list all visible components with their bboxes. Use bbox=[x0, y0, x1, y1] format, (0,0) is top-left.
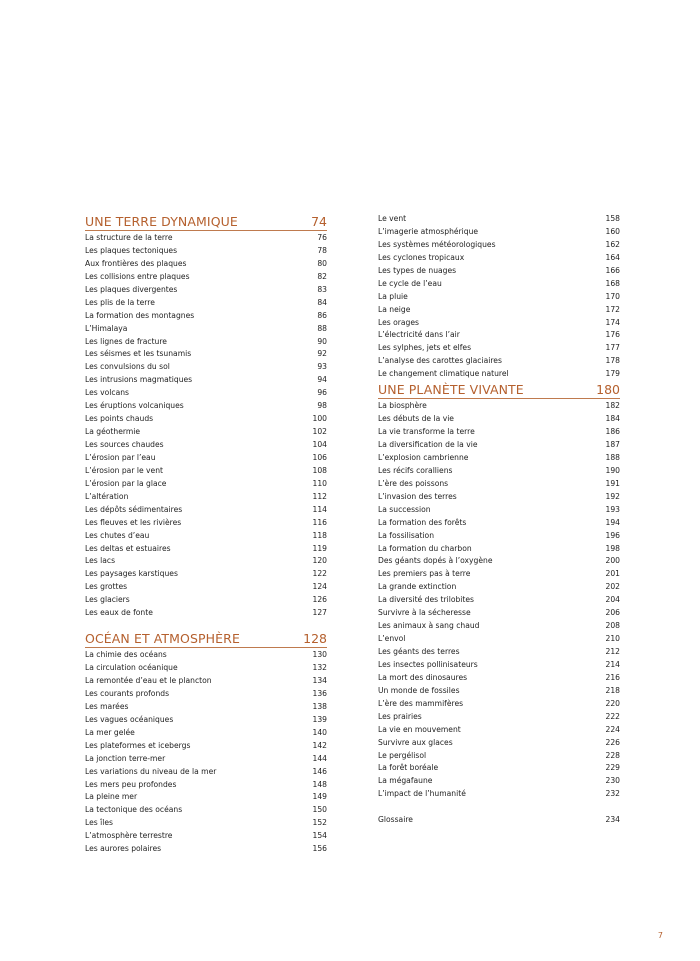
toc-entry[interactable] bbox=[378, 530, 620, 543]
toc-section-planete-vivante bbox=[378, 381, 620, 801]
toc-entry-glossary[interactable] bbox=[378, 814, 620, 827]
entry-label: Les glaciers bbox=[85, 595, 130, 605]
toc-entry[interactable] bbox=[378, 646, 620, 659]
toc-section-ocean-atmosphere bbox=[85, 630, 327, 856]
entry-label: Les éruptions volcaniques bbox=[85, 401, 184, 411]
toc-entry[interactable] bbox=[378, 659, 620, 672]
entry-page: 120 bbox=[312, 556, 327, 566]
toc-entry[interactable] bbox=[85, 543, 327, 556]
entry-page: 160 bbox=[605, 226, 620, 236]
entry-label: Les volcans bbox=[85, 388, 129, 398]
toc-entry[interactable] bbox=[378, 594, 620, 607]
entry-page: 176 bbox=[605, 330, 620, 340]
toc-entry[interactable] bbox=[378, 711, 620, 724]
entry-page: 212 bbox=[605, 647, 620, 656]
section-page: 74 bbox=[311, 214, 327, 229]
toc-entry[interactable] bbox=[85, 310, 327, 323]
entry-page: 218 bbox=[605, 685, 620, 695]
entry-label: La mort des dinosaures bbox=[378, 672, 468, 682]
entry-page: 90 bbox=[317, 336, 327, 346]
toc-entry[interactable] bbox=[85, 374, 327, 387]
entry-page: 108 bbox=[312, 465, 327, 475]
entry-page: 80 bbox=[317, 258, 327, 268]
entry-label: Des géants dopés à l’oxygène bbox=[378, 556, 493, 566]
entry-page: 220 bbox=[605, 698, 620, 708]
entry-page: 134 bbox=[312, 676, 327, 685]
toc-entry[interactable] bbox=[85, 400, 327, 413]
toc-entry[interactable] bbox=[85, 555, 327, 568]
entry-page: 82 bbox=[317, 271, 327, 281]
toc-entry-list bbox=[378, 400, 620, 801]
entry-label: Les eaux de fonte bbox=[85, 608, 153, 618]
entry-label: Le changement climatique naturel bbox=[378, 369, 509, 379]
entry-page: 210 bbox=[605, 634, 620, 644]
entry-label: Les orages bbox=[378, 317, 420, 327]
toc-entry[interactable] bbox=[378, 504, 620, 517]
entry-label: Un monde de fossiles bbox=[378, 685, 460, 695]
entry-label: L’altération bbox=[85, 491, 129, 501]
entry-label: La géothermie bbox=[85, 427, 141, 437]
entry-label: La fossilisation bbox=[378, 530, 435, 540]
toc-entry[interactable] bbox=[85, 714, 327, 727]
entry-page: 187 bbox=[605, 440, 620, 449]
entry-page: 166 bbox=[605, 265, 620, 275]
entry-page: 188 bbox=[605, 452, 620, 462]
entry-label: Les animaux à sang chaud bbox=[378, 621, 480, 631]
entry-label: La jonction terre-mer bbox=[85, 753, 166, 763]
toc-section-terre-dynamique bbox=[85, 213, 327, 620]
entry-page: 170 bbox=[605, 291, 620, 301]
toc-entry[interactable] bbox=[85, 688, 327, 701]
toc-entry[interactable] bbox=[85, 439, 327, 452]
toc-entry[interactable] bbox=[85, 426, 327, 439]
toc-entry[interactable] bbox=[85, 348, 327, 361]
entry-label: Survivre à la sécheresse bbox=[378, 608, 471, 618]
toc-entry[interactable] bbox=[378, 226, 620, 239]
entry-page: 84 bbox=[317, 297, 327, 307]
toc-entry[interactable] bbox=[85, 581, 327, 594]
entry-label: La pluie bbox=[378, 291, 408, 301]
toc-entry[interactable] bbox=[378, 491, 620, 504]
entry-label: L’ère des mammifères bbox=[378, 698, 464, 708]
entry-page: 93 bbox=[317, 362, 327, 372]
toc-entry[interactable] bbox=[378, 400, 620, 413]
entry-page: 191 bbox=[605, 478, 620, 488]
toc-entry[interactable] bbox=[378, 278, 620, 291]
toc-entry[interactable] bbox=[378, 698, 620, 711]
entry-label: Les premiers pas à terre bbox=[378, 569, 471, 579]
toc-entry[interactable] bbox=[85, 649, 327, 662]
entry-label: Les fleuves et les rivières bbox=[85, 517, 182, 527]
entry-label: Les systèmes météorologiques bbox=[378, 239, 496, 249]
entry-page: 78 bbox=[317, 245, 327, 255]
entry-label: La remontée d’eau et le plancton bbox=[85, 676, 212, 685]
entry-label: L’érosion par la glace bbox=[85, 478, 167, 488]
entry-label: Les variations du niveau de la mer bbox=[85, 766, 217, 776]
toc-left-column bbox=[85, 213, 327, 856]
entry-page: 118 bbox=[312, 530, 327, 540]
entry-label: Les points chauds bbox=[85, 414, 154, 424]
entry-page: 192 bbox=[605, 491, 620, 501]
entry-page: 76 bbox=[317, 233, 327, 242]
entry-page: 164 bbox=[605, 252, 620, 262]
toc-entry[interactable] bbox=[378, 685, 620, 698]
entry-label: Le vent bbox=[378, 214, 407, 223]
toc-entry[interactable] bbox=[378, 517, 620, 530]
toc-entry[interactable] bbox=[378, 355, 620, 368]
entry-page: 182 bbox=[605, 401, 620, 411]
toc-entry[interactable] bbox=[378, 737, 620, 750]
entry-label: La grande extinction bbox=[378, 582, 457, 592]
toc-entry[interactable] bbox=[85, 804, 327, 817]
section-page: 128 bbox=[303, 631, 327, 647]
toc-entry-list bbox=[85, 649, 327, 856]
entry-label: La structure de la terre bbox=[85, 233, 173, 242]
section-title: OCÉAN ET ATMOSPHÈRE bbox=[85, 631, 240, 647]
entry-label: La biosphère bbox=[378, 401, 427, 411]
entry-label: Les dépôts sédimentaires bbox=[85, 504, 183, 514]
toc-entry[interactable] bbox=[85, 297, 327, 310]
toc-entry[interactable] bbox=[378, 452, 620, 465]
toc-entry[interactable] bbox=[378, 304, 620, 317]
section-title: UNE PLANÈTE VIVANTE bbox=[378, 382, 524, 398]
toc-entry[interactable] bbox=[378, 478, 620, 491]
entry-page: 206 bbox=[605, 608, 620, 618]
entry-page: 194 bbox=[605, 517, 620, 527]
entry-label: La formation des montagnes bbox=[85, 310, 195, 320]
toc-entry[interactable] bbox=[378, 620, 620, 633]
entry-label: Les sylphes, jets et elfes bbox=[378, 343, 472, 353]
entry-page: 154 bbox=[312, 831, 327, 841]
entry-page: 104 bbox=[312, 440, 327, 449]
entry-page: 204 bbox=[605, 595, 620, 605]
entry-page: 168 bbox=[605, 278, 620, 288]
toc-entry[interactable] bbox=[378, 788, 620, 801]
entry-page: 222 bbox=[605, 711, 620, 721]
toc-entry[interactable] bbox=[378, 265, 620, 278]
entry-page: 174 bbox=[605, 317, 620, 327]
entry-label: La diversité des trilobites bbox=[378, 595, 475, 605]
toc-entry[interactable] bbox=[85, 336, 327, 349]
toc-entry[interactable] bbox=[378, 555, 620, 568]
toc-entry[interactable] bbox=[85, 766, 327, 779]
entry-page: 152 bbox=[312, 818, 327, 828]
toc-right-column bbox=[378, 213, 620, 827]
toc-entry[interactable] bbox=[378, 368, 620, 381]
entry-label: La circulation océanique bbox=[85, 663, 178, 673]
toc-entry[interactable] bbox=[85, 727, 327, 740]
entry-page: 234 bbox=[605, 815, 620, 825]
entry-label: Les lignes de fracture bbox=[85, 336, 167, 346]
toc-entry[interactable] bbox=[378, 239, 620, 252]
entry-label: La tectonique des océans bbox=[85, 805, 183, 815]
toc-entry[interactable] bbox=[378, 775, 620, 788]
toc-entry[interactable] bbox=[85, 452, 327, 465]
toc-entry[interactable] bbox=[85, 662, 327, 675]
entry-label: La chimie des océans bbox=[85, 650, 167, 660]
entry-page: 96 bbox=[317, 388, 327, 398]
entry-page: 158 bbox=[605, 214, 620, 223]
entry-page: 149 bbox=[312, 792, 327, 802]
entry-page: 190 bbox=[605, 465, 620, 475]
entry-page: 214 bbox=[605, 659, 620, 669]
toc-entry[interactable] bbox=[378, 439, 620, 452]
entry-label: Les débuts de la vie bbox=[378, 414, 454, 424]
entry-page: 83 bbox=[317, 284, 327, 294]
entry-page: 106 bbox=[312, 452, 327, 462]
entry-label: L’explosion cambrienne bbox=[378, 452, 469, 462]
entry-label: La mer gelée bbox=[85, 727, 135, 737]
entry-label: La mégafaune bbox=[378, 776, 433, 786]
entry-label: Les sources chaudes bbox=[85, 440, 164, 449]
section-heading bbox=[85, 213, 327, 231]
entry-label: L’envol bbox=[378, 634, 406, 644]
toc-entry[interactable] bbox=[85, 323, 327, 336]
toc-entry[interactable] bbox=[85, 791, 327, 804]
entry-label: Les îles bbox=[85, 818, 113, 828]
entry-label: Les lacs bbox=[85, 556, 116, 566]
entry-page: 98 bbox=[317, 401, 327, 411]
entry-label: Les courants profonds bbox=[85, 688, 170, 698]
entry-label: Les plaques tectoniques bbox=[85, 245, 178, 255]
entry-label: Les grottes bbox=[85, 582, 128, 592]
entry-page: 102 bbox=[312, 427, 327, 437]
entry-label: Aux frontières des plaques bbox=[85, 258, 187, 268]
toc-entry[interactable] bbox=[85, 817, 327, 830]
entry-label: Le pergélisol bbox=[378, 750, 427, 760]
entry-page: 146 bbox=[312, 766, 327, 776]
entry-label: Le cycle de l’eau bbox=[378, 278, 442, 288]
entry-page: 139 bbox=[312, 714, 327, 724]
entry-label: Les mers peu profondes bbox=[85, 779, 177, 789]
entry-label: Les cyclones tropicaux bbox=[378, 252, 465, 262]
entry-label: L’érosion par l’eau bbox=[85, 452, 156, 462]
entry-label: Les plaques divergentes bbox=[85, 284, 178, 294]
spacer bbox=[378, 801, 620, 814]
entry-label: Les chutes d’eau bbox=[85, 530, 150, 540]
entry-page: 150 bbox=[312, 805, 327, 815]
entry-page: 230 bbox=[605, 776, 620, 786]
toc-entry[interactable] bbox=[378, 672, 620, 685]
toc-entry[interactable] bbox=[85, 830, 327, 843]
entry-label: L’imagerie atmosphérique bbox=[378, 226, 479, 236]
entry-label: L’Himalaya bbox=[85, 323, 128, 333]
toc-entry[interactable] bbox=[85, 258, 327, 271]
entry-label: L’impact de l’humanité bbox=[378, 789, 466, 799]
entry-label: L’électricité dans l’air bbox=[378, 330, 460, 340]
toc-entry[interactable] bbox=[85, 284, 327, 297]
entry-page: 122 bbox=[312, 569, 327, 579]
toc-entry[interactable] bbox=[378, 762, 620, 775]
toc-entry[interactable] bbox=[85, 387, 327, 400]
toc-entry[interactable] bbox=[85, 607, 327, 620]
entry-page: 228 bbox=[605, 750, 620, 760]
entry-label: L’analyse des carottes glaciaires bbox=[378, 356, 502, 366]
entry-page: 116 bbox=[312, 517, 327, 527]
entry-page: 179 bbox=[605, 369, 620, 379]
entry-page: 100 bbox=[312, 414, 327, 424]
toc-entry[interactable] bbox=[85, 478, 327, 491]
entry-label: Les collisions entre plaques bbox=[85, 271, 190, 281]
toc-entry-list-continued bbox=[378, 213, 620, 381]
entry-page: 88 bbox=[317, 323, 327, 333]
entry-page: 232 bbox=[605, 789, 620, 799]
toc-entry[interactable] bbox=[85, 740, 327, 753]
entry-label: Les types de nuages bbox=[378, 265, 457, 275]
entry-label: Les deltas et estuaires bbox=[85, 543, 171, 553]
toc-entry[interactable] bbox=[85, 245, 327, 258]
toc-entry[interactable] bbox=[85, 413, 327, 426]
entry-label: La succession bbox=[378, 504, 431, 514]
entry-page: 94 bbox=[317, 375, 327, 385]
entry-page: 200 bbox=[605, 556, 620, 566]
section-heading bbox=[85, 630, 327, 648]
entry-page: 196 bbox=[605, 530, 620, 540]
entry-page: 132 bbox=[312, 663, 327, 673]
entry-page: 112 bbox=[312, 491, 327, 501]
entry-label: La vie transforme la terre bbox=[378, 427, 475, 437]
toc-entry[interactable] bbox=[378, 413, 620, 426]
entry-label: Les récifs coralliens bbox=[378, 465, 453, 475]
entry-label: Les vagues océaniques bbox=[85, 714, 174, 724]
entry-page: 136 bbox=[312, 688, 327, 698]
toc-entry[interactable] bbox=[378, 633, 620, 646]
entry-label: Survivre aux glaces bbox=[378, 737, 453, 747]
entry-label: Les plis de la terre bbox=[85, 297, 155, 307]
toc-entry[interactable] bbox=[378, 465, 620, 478]
entry-page: 198 bbox=[605, 543, 620, 553]
toc-entry[interactable] bbox=[378, 543, 620, 556]
entry-page: 177 bbox=[605, 343, 620, 353]
toc-entry[interactable] bbox=[378, 329, 620, 342]
toc-entry[interactable] bbox=[85, 465, 327, 478]
entry-page: 127 bbox=[312, 608, 327, 618]
toc-entry[interactable] bbox=[85, 491, 327, 504]
toc-entry[interactable] bbox=[378, 750, 620, 763]
entry-label: Les intrusions magmatiques bbox=[85, 375, 193, 385]
toc-entry-list bbox=[85, 232, 327, 620]
entry-label: Les plateformes et icebergs bbox=[85, 740, 191, 750]
entry-page: 92 bbox=[317, 349, 327, 359]
entry-page: 184 bbox=[605, 414, 620, 424]
toc-entry[interactable] bbox=[85, 361, 327, 374]
entry-label: L’érosion par le vent bbox=[85, 465, 164, 475]
entry-label: Les marées bbox=[85, 701, 129, 711]
entry-label: Les séismes et les tsunamis bbox=[85, 349, 192, 359]
entry-label: L’ère des poissons bbox=[378, 478, 449, 488]
entry-page: 124 bbox=[312, 582, 327, 592]
entry-label: Les paysages karstiques bbox=[85, 569, 178, 579]
entry-page: 226 bbox=[605, 737, 620, 747]
entry-label: Les prairies bbox=[378, 711, 422, 721]
entry-page: 86 bbox=[317, 310, 327, 320]
section-page: 180 bbox=[596, 382, 620, 398]
entry-page: 148 bbox=[312, 779, 327, 789]
entry-page: 130 bbox=[312, 650, 327, 660]
toc-entry[interactable] bbox=[85, 568, 327, 581]
toc-entry[interactable] bbox=[85, 753, 327, 766]
entry-label: Glossaire bbox=[378, 815, 413, 825]
toc-entry[interactable] bbox=[85, 594, 327, 607]
entry-page: 126 bbox=[312, 595, 327, 605]
entry-label: La neige bbox=[378, 304, 411, 314]
entry-page: 138 bbox=[312, 701, 327, 711]
toc-entry[interactable] bbox=[378, 252, 620, 265]
section-title: UNE TERRE DYNAMIQUE bbox=[85, 214, 238, 229]
toc-entry[interactable] bbox=[378, 342, 620, 355]
toc-entry[interactable] bbox=[85, 232, 327, 245]
toc-entry[interactable] bbox=[85, 530, 327, 543]
toc-entry[interactable] bbox=[378, 317, 620, 330]
entry-page: 162 bbox=[605, 239, 620, 249]
toc-entry[interactable] bbox=[378, 581, 620, 594]
toc-entry[interactable] bbox=[378, 426, 620, 439]
entry-label: Les insectes pollinisateurs bbox=[378, 659, 478, 669]
entry-label: Les aurores polaires bbox=[85, 844, 162, 854]
entry-page: 224 bbox=[605, 724, 620, 734]
toc-entry[interactable] bbox=[378, 724, 620, 737]
entry-label: La formation du charbon bbox=[378, 543, 472, 553]
entry-label: La pleine mer bbox=[85, 792, 138, 802]
entry-page: 142 bbox=[312, 740, 327, 750]
toc-entry[interactable] bbox=[85, 843, 327, 856]
entry-page: 201 bbox=[605, 569, 620, 579]
entry-page: 193 bbox=[605, 504, 620, 514]
entry-label: La diversification de la vie bbox=[378, 440, 478, 449]
toc-entry[interactable] bbox=[85, 779, 327, 792]
entry-page: 114 bbox=[312, 504, 327, 514]
entry-page: 208 bbox=[605, 621, 620, 631]
entry-label: La vie en mouvement bbox=[378, 724, 461, 734]
toc-entry[interactable] bbox=[378, 568, 620, 581]
entry-label: L’invasion des terres bbox=[378, 491, 457, 501]
toc-entry[interactable] bbox=[85, 675, 327, 688]
toc-entry[interactable] bbox=[85, 701, 327, 714]
entry-page: 178 bbox=[605, 356, 620, 366]
section-heading bbox=[378, 381, 620, 399]
entry-label: L’atmosphère terrestre bbox=[85, 831, 173, 841]
entry-page: 119 bbox=[312, 543, 327, 553]
toc-entry[interactable] bbox=[85, 517, 327, 530]
page-number: 7 bbox=[657, 931, 663, 940]
entry-label: La forêt boréale bbox=[378, 763, 439, 773]
entry-page: 110 bbox=[312, 478, 327, 488]
toc-entry[interactable] bbox=[85, 271, 327, 284]
toc-entry[interactable] bbox=[378, 213, 620, 226]
entry-page: 172 bbox=[605, 304, 620, 314]
entry-page: 202 bbox=[605, 582, 620, 592]
entry-label: Les convulsions du sol bbox=[85, 362, 170, 372]
entry-page: 216 bbox=[605, 672, 620, 682]
toc-entry[interactable] bbox=[378, 291, 620, 304]
entry-page: 186 bbox=[605, 427, 620, 437]
entry-page: 144 bbox=[312, 753, 327, 763]
toc-entry[interactable] bbox=[378, 607, 620, 620]
entry-label: Les géants des terres bbox=[378, 647, 460, 656]
entry-page: 156 bbox=[312, 844, 327, 854]
entry-page: 140 bbox=[312, 727, 327, 737]
entry-page: 229 bbox=[605, 763, 620, 773]
toc-entry[interactable] bbox=[85, 504, 327, 517]
entry-label: La formation des forêts bbox=[378, 517, 467, 527]
